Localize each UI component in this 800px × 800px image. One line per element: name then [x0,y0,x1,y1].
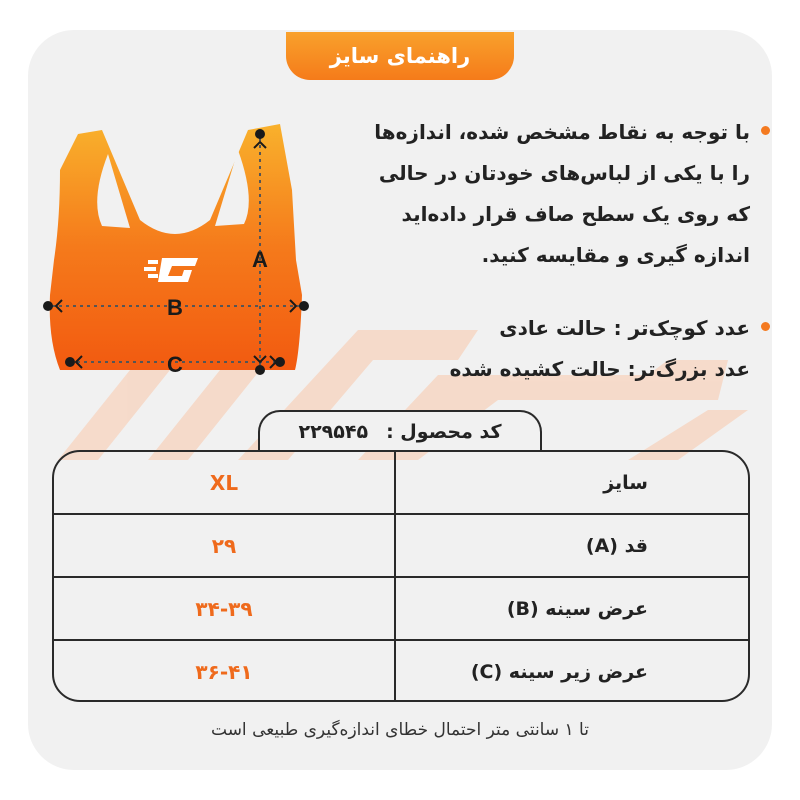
instruction-line: با توجه به نقاط مشخص شده، اندازه‌ها [374,120,750,144]
instruction-line: عدد کوچک‌تر : حالت عادی [499,316,750,340]
instruction-line: را با یکی از لباس‌های خودتان در حالی [378,161,750,185]
table-row [54,641,748,702]
instruction-line: اندازه گیری و مقایسه کنید. [481,243,750,267]
measure-label-c: C [167,352,183,377]
sports-bra-diagram [30,120,320,390]
size-header-label: سایز [603,471,648,494]
measurement-note: تا ۱ سانتی متر احتمال خطای اندازه‌گیری طبیعی است [211,720,589,740]
product-code-value: ۲۲۹۵۴۵ [298,421,369,443]
measure-label-a: A [252,247,268,272]
row-value: ۳۴-۳۹ [195,596,253,621]
instruction-line: که روی یک سطح صاف قرار داده‌اید [401,202,750,226]
instruction-bullet-measure [374,112,750,276]
size-table [52,450,750,702]
row-label: عرض زیر سینه (C) [470,660,648,683]
measure-label-b: B [167,295,183,320]
instruction-line: عدد بزرگ‌تر: حالت کشیده شده [449,357,750,381]
instruction-bullet-values [450,308,750,390]
table-header-row [54,452,748,513]
page-title: راهنمای سایز [286,32,514,80]
row-label: عرض سینه (B) [506,597,648,620]
table-row [54,515,748,576]
row-value: ۳۶-۴۱ [195,659,253,684]
size-header-value: XL [209,470,239,495]
product-code-label: کد محصول : [386,421,502,443]
bullet-dot-icon [761,322,770,331]
table-row [54,578,748,639]
product-code-tab [258,410,542,452]
bullet-dot-icon [761,126,770,135]
row-label: قد (A) [585,534,648,557]
row-value: ۲۹ [211,533,237,558]
